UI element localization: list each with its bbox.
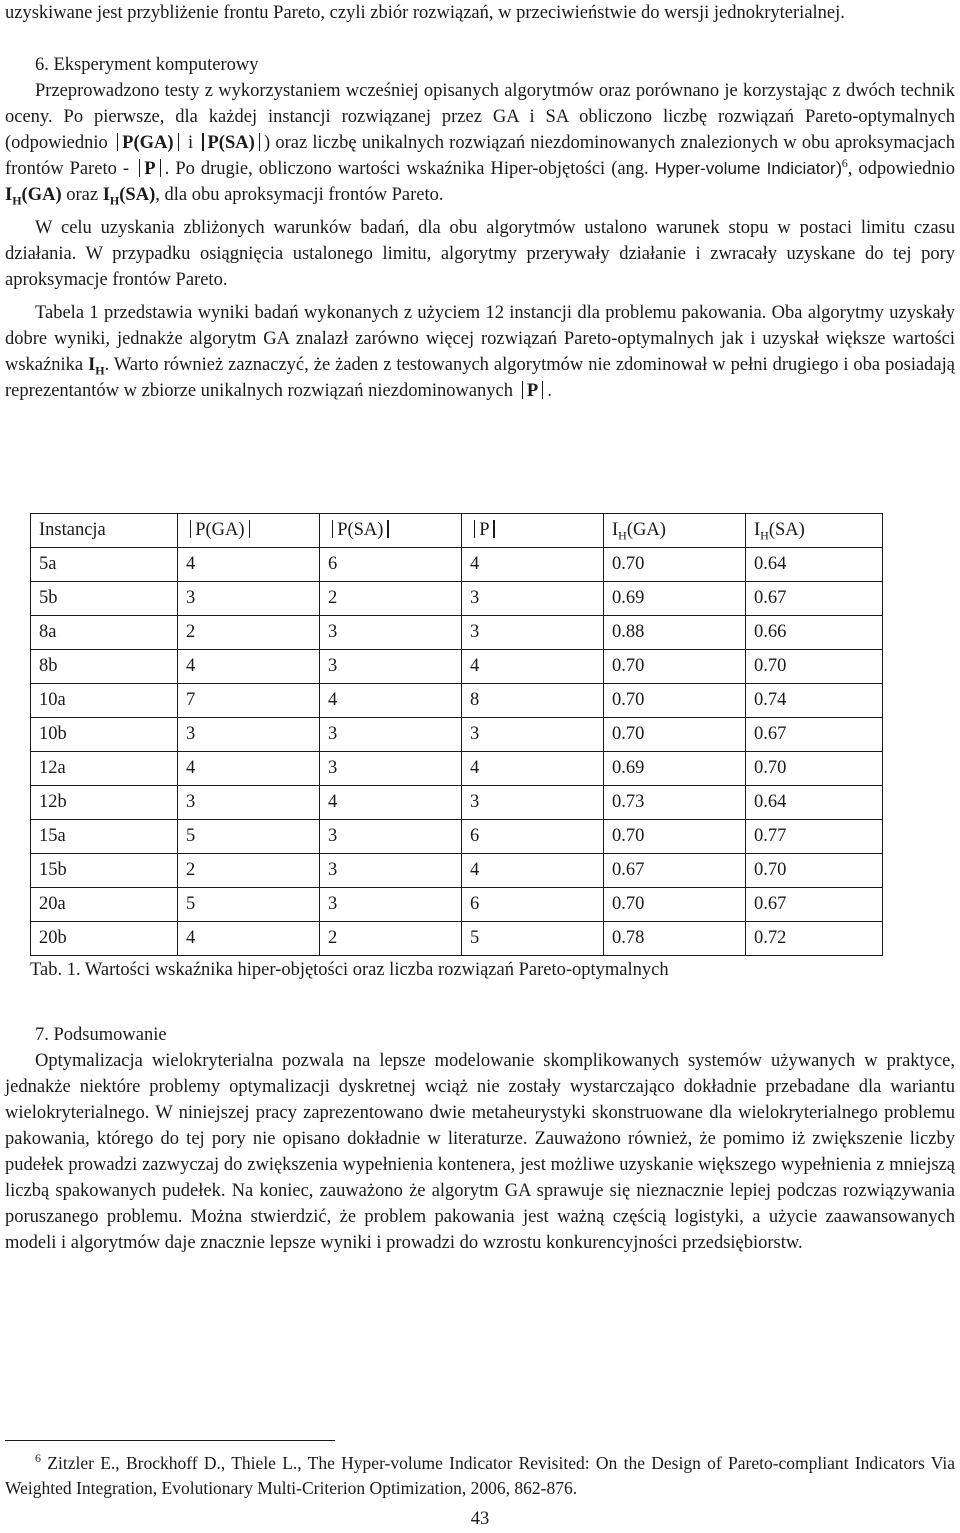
table-cell: 3 [320, 718, 462, 752]
table-cell: 0.67 [746, 718, 883, 752]
table-caption: Tab. 1. Wartości wskaźnika hiper-objętości oraz liczba rozwiązań Pareto-optymalnych [30, 960, 669, 980]
table-cell: 3 [178, 718, 320, 752]
footnote-divider [5, 1440, 335, 1441]
table-cell: 20b [31, 922, 178, 956]
table-row [31, 684, 883, 718]
table-cell: 0.88 [604, 616, 746, 650]
header-cell: Instancja [31, 514, 178, 548]
summary-section [5, 1022, 955, 1256]
table-cell: 8 [462, 684, 604, 718]
table-row [31, 548, 883, 582]
table-cell: 6 [462, 888, 604, 922]
header-cell: P(GA) [178, 514, 320, 548]
table-cell: 4 [320, 786, 462, 820]
table-cell: 0.70 [746, 854, 883, 888]
table-cell: 15b [31, 854, 178, 888]
table-cell: 3 [462, 718, 604, 752]
header-cell: P [462, 514, 604, 548]
table-row [31, 922, 883, 956]
section-6-paragraph-3: Tabela 1 przedstawia wyniki badań wykonanych z użyciem 12 instancji dla problemu pakowania. Oba algorytmy uzyskały dobre wyniki, jednakże algorytm GA znalazł zarówno więcej rozwiązań Pareto-optymalnych jak i uzyskał większe wartości wskaźnika $I_H$. Warto również zaznaczyć, że żaden z testowanych algorytmów nie zdominował w pełni drugiego i oba posiadają reprezentantów w zbiorze unikalnych rozwiązań niezdominowanych P . [5, 303, 955, 401]
table-cell: 2 [178, 616, 320, 650]
intro-paragraph: uzyskiwane jest przybliżenie frontu Pareto, czyli zbiór rozwiązań, w przeciwieństwie do wersji jednokryterialnej. [5, 3, 845, 23]
table-cell: 0.69 [604, 582, 746, 616]
table-cell: 15a [31, 820, 178, 854]
table-cell: 3 [462, 616, 604, 650]
table-cell: 3 [320, 650, 462, 684]
table-cell: 5b [31, 582, 178, 616]
table-cell: 0.66 [746, 616, 883, 650]
table-cell: 4 [178, 922, 320, 956]
table-cell: 3 [320, 854, 462, 888]
table-cell: 3 [320, 616, 462, 650]
header-cell: $I_H(GA)$ [604, 514, 746, 548]
table-cell: 5 [178, 820, 320, 854]
results-table [30, 513, 883, 956]
table-cell: 0.70 [604, 718, 746, 752]
table-cell: 4 [178, 650, 320, 684]
table-row [31, 752, 883, 786]
table-row [31, 582, 883, 616]
table-cell: 3 [178, 582, 320, 616]
table-row [31, 718, 883, 752]
footnote: $^6$ Zitzler E., Brockhoff D., Thiele L., The Hyper-volume Indicator Revisited: On the Design of Pareto-compliant Indicators Via Weighted Integration, Evolutionary Multi-Criterion Optimization, 2006, 862-876. [5, 1451, 955, 1498]
table-row [31, 616, 883, 650]
table-cell: 6 [320, 548, 462, 582]
table-cell: 8b [31, 650, 178, 684]
table-cell: 8a [31, 616, 178, 650]
table-cell: 3 [320, 820, 462, 854]
table-cell: 5a [31, 548, 178, 582]
table-cell: 10a [31, 684, 178, 718]
table-cell: 4 [178, 752, 320, 786]
table-cell: 2 [178, 854, 320, 888]
table-cell: 3 [462, 582, 604, 616]
header-cell: P(SA) [320, 514, 462, 548]
table-cell: 12b [31, 786, 178, 820]
section-6-paragraph-2: W celu uzyskania zbliżonych warunków badań, dla obu algorytmów ustalono warunek stopu w postaci limitu czasu działania. W przypadku osiągnięcia ustalonego limitu, algorytmy przerywały działanie i zwracały uzyskane do tej pory aproksymacje frontów Pareto. [5, 218, 955, 290]
section-7-title: 7. Podsumowanie [35, 1025, 167, 1045]
table-cell: 0.69 [604, 752, 746, 786]
table-cell: 0.74 [746, 684, 883, 718]
table-cell: 3 [462, 786, 604, 820]
table-cell: 0.64 [746, 548, 883, 582]
table-cell: 0.67 [746, 582, 883, 616]
table-row [31, 820, 883, 854]
table-cell: 0.77 [746, 820, 883, 854]
table-cell: 0.64 [746, 786, 883, 820]
table-cell: 3 [320, 888, 462, 922]
table-cell: 2 [320, 922, 462, 956]
table-row [31, 854, 883, 888]
table-cell: 0.67 [746, 888, 883, 922]
table-cell: 4 [462, 854, 604, 888]
table-cell: 20a [31, 888, 178, 922]
table-cell: 10b [31, 718, 178, 752]
table-cell: 0.72 [746, 922, 883, 956]
table-cell: 0.73 [604, 786, 746, 820]
header-cell: $I_H(SA)$ [746, 514, 883, 548]
table-cell: 4 [462, 650, 604, 684]
table-cell: 0.70 [604, 820, 746, 854]
table-cell: 0.70 [604, 548, 746, 582]
table-cell: 12a [31, 752, 178, 786]
table-cell: 5 [178, 888, 320, 922]
table-cell: 0.67 [604, 854, 746, 888]
page-body [5, 0, 955, 404]
table-row [31, 650, 883, 684]
page-number: 43 [470, 1509, 490, 1529]
section-7-paragraph: Optymalizacja wielokryterialna pozwala na lepsze modelowanie skomplikowanych systemów używanych w praktyce, jednakże niektóre problemy optymalizacji dyskretnej wciąż nie zostały wystarczająco dokładnie przebadane dla wariantu wielokryterialnego. W niniejszej pracy zaprezentowano dwie metaheurystyki skonstruowane dla wielokryterialnego problemu pakowania, którego do tej pory nie opisano dokładnie w literaturze. Zauważono również, że pomimo iż zwiększenie liczby pudełek prowadzi zazwyczaj do zwiększenia wypełnienia kontenera, jest możliwe uzyskanie większego wypełnienia z mniejszą liczbą spakowanych pudełek. Na koniec, zauważono że algorytm GA sprawuje się nieznacznie lepiej podczas rozwiązywania poruszanego problemu. Można stwierdzić, że problem pakowania jest ważną częścią logistyki, a użycie zaawansowanych modeli i algorytmów daje znacznie lepsze wyniki i prowadzi do wzrostu konkurencyjności przedsiębiorstw. [5, 1051, 955, 1253]
table-cell: 3 [320, 752, 462, 786]
table-cell: 7 [178, 684, 320, 718]
table-cell: 4 [462, 752, 604, 786]
table-cell: 0.78 [604, 922, 746, 956]
table-row [31, 786, 883, 820]
table-cell: 0.70 [746, 752, 883, 786]
table-cell: 0.70 [604, 650, 746, 684]
table-cell: 4 [178, 548, 320, 582]
section-6-title: 6. Eksperyment komputerowy [35, 55, 259, 75]
table-header-row [31, 514, 883, 548]
table-cell: 2 [320, 582, 462, 616]
table-cell: 4 [320, 684, 462, 718]
table-cell: 0.70 [604, 888, 746, 922]
table-cell: 0.70 [604, 684, 746, 718]
section-6-paragraph-1: Przeprowadzono testy z wykorzystaniem wcześniej opisanych algorytmów oraz porównano je korzystając z dwóch technik oceny. Po pierwsze, dla każdej instancji rozwiązanej przez GA i SA obliczono liczbę rozwiązań Pareto-optymalnych (odpowiednio P(GA) i P(SA) ) oraz liczbę unikalnych rozwiązań niezdominowanych znalezionych w obu aproksymacjach frontów Pareto - P . Po drugie, obliczono wartości wskaźnika Hiper-objętości (ang. Hyper-volume Indiciator)$^6$, odpowiednio $I_H(GA)$ oraz $I_H(SA)$, dla obu aproksymacji frontów Pareto. [5, 81, 956, 208]
table-row [31, 888, 883, 922]
table-cell: 3 [178, 786, 320, 820]
table-cell: 5 [462, 922, 604, 956]
table-cell: 0.70 [746, 650, 883, 684]
table-cell: 6 [462, 820, 604, 854]
table-cell: 4 [462, 548, 604, 582]
